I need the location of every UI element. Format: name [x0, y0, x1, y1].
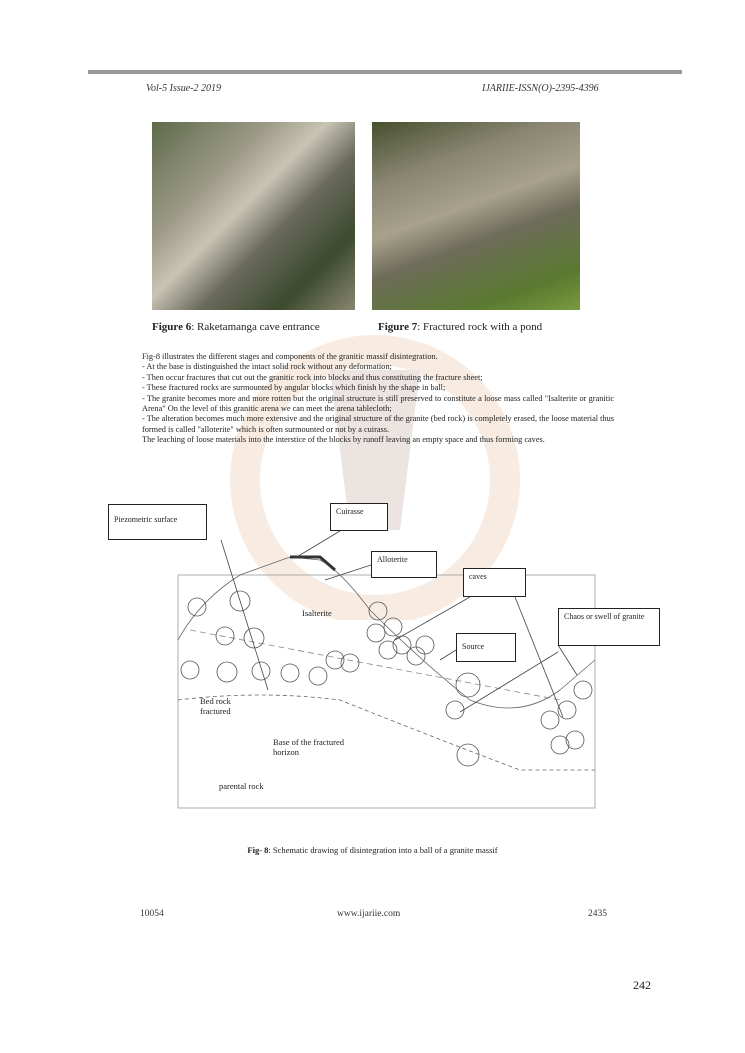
figure-6-caption: Figure 6: Raketamanga cave entrance — [152, 321, 320, 333]
paragraph: - The granite becomes more and more rotten but the original structure is still preserved to constitute a loose mass called "Isalterite or granitic Arena" On the level of this granitic arena we can meet the arena tablecloth; — [142, 393, 614, 414]
label-chaos: Chaos or swell of granite — [558, 608, 660, 646]
label-piezometric-surface: Piezometric surface — [108, 504, 207, 540]
figure-8-caption: Fig- 8: Schematic drawing of disintegration into a ball of a granite massif — [247, 845, 498, 855]
paragraph: - Then occur fractures that cut out the granitic rock into blocks and thus constituting the fracture sheet; — [142, 372, 483, 382]
paragraph: - At the base is distinguished the intact solid rock without any deformation; — [142, 362, 392, 372]
label-bed-rock: Bed rock fractured — [200, 696, 231, 716]
footer-left: 10054 — [140, 909, 164, 919]
label-caves: caves — [463, 568, 526, 597]
footer-url[interactable]: www.ijariie.com — [337, 909, 401, 919]
label-cuirasse: Cuirasse — [330, 503, 388, 531]
paragraph: - The alteration becomes much more extensive and the original structure of the granite (bed rock) is completely erased, the loose material thus formed is called "alloterite" which is often surmounted or not by a cuirass. — [142, 414, 614, 434]
label-isalterite: Isalterite — [302, 608, 332, 618]
label-base-fractured-horizon: Base of the fractured horizon — [273, 737, 345, 757]
page-number: 242 — [633, 978, 651, 992]
label-parental-rock: parental rock — [219, 781, 264, 791]
footer-page: 2435 — [588, 909, 607, 919]
journal-volume: Vol-5 Issue-2 2019 — [146, 83, 221, 94]
figure-7-caption: Figure 7: Fractured rock with a pond — [378, 321, 543, 333]
label-source: Source — [456, 633, 516, 662]
label-alloterite: Alloterite — [371, 551, 437, 578]
journal-issn: IJARIIE-ISSN(O)-2395-4396 — [482, 83, 599, 94]
paragraph: The leaching of loose materials into the interstice of the blocks by runoff leaving an empty space and thus forming caves. — [142, 435, 545, 445]
paragraph: - These fractured rocks are surmounted by angular blocks which finish by the shape in ball; — [142, 383, 446, 393]
paragraph: Fig-8 illustrates the different stages and components of the granitic massif disintegration. — [142, 352, 438, 361]
